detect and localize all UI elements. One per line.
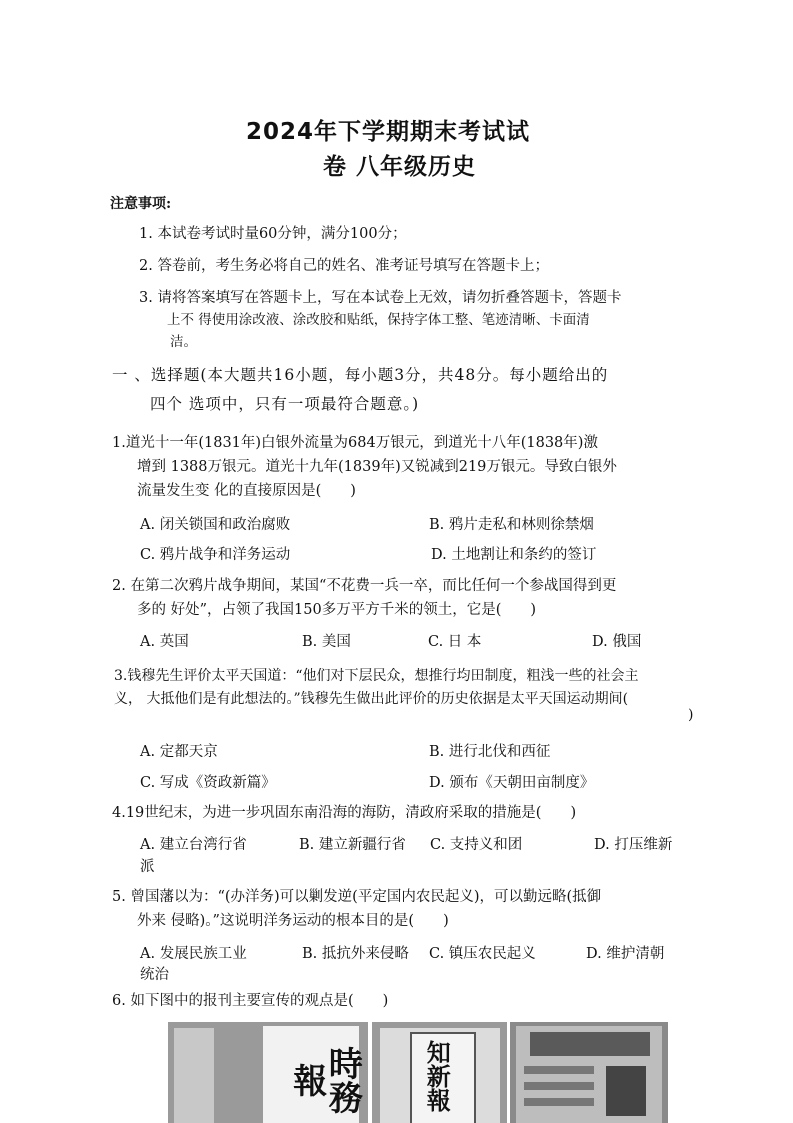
question-5-option-b: B. 抵抗外来侵略: [302, 946, 409, 962]
question-1-option-b: B. 鸦片走私和林则徐禁烟: [429, 517, 594, 533]
notice-item-3-cont2: 洁。: [170, 334, 197, 350]
question-3-line2: 义， 大抵他们是有此想法的。”钱穆先生做出此评价的历史依据是太平天国运动期间(: [114, 691, 629, 707]
question-2-option-a: A. 英国: [140, 634, 189, 650]
section-heading-line1: 一 、选择题(本大题共16小题，每小题3分，共48分。每小题给出的: [112, 366, 609, 384]
question-2-option-b: B. 美国: [302, 634, 351, 650]
question-5-option-a: A. 发展民族工业: [140, 946, 247, 962]
question-3-line1: 3.钱穆先生评价太平天国道：“他们对下层民众，想推行均田制度，粗浅一些的社会主: [114, 668, 639, 684]
notice-heading: 注意事项:: [110, 196, 172, 212]
question-4-option-d-cont: 派: [140, 859, 155, 875]
question-3-option-c: C. 写成《资政新篇》: [140, 775, 276, 791]
question-5-line1: 5. 曾国藩以为：“(办洋务)可以剿发逆(平定国内农民起义)，可以勤远略(抵御: [112, 889, 602, 905]
newspaper-masthead-shiwubao: 時務報: [286, 1045, 363, 1114]
question-4-option-a: A. 建立台湾行省: [140, 837, 247, 853]
notice-item-3: 3. 请将答案填写在答题卡上，写在本试卷上无效，请勿折叠答题卡，答题卡: [139, 290, 622, 306]
question-1-line2: 增到 1388万银元。道光十九年(1839年)又锐减到219万银元。导致白银外: [137, 459, 617, 475]
notice-item-2: 2. 答卷前，考生务必将自己的姓名、准考证号填写在答题卡上；: [139, 258, 549, 274]
newspaper-image-shiwubao: [168, 1022, 368, 1123]
question-2-option-c: C. 日 本: [428, 634, 482, 650]
question-5-line2: 外来 侵略)。”这说明洋务运动的根本目的是( ): [137, 913, 449, 929]
question-5-option-d-cont: 统治: [140, 967, 169, 983]
question-1-line1: 1.道光十一年(1831年)白银外流量为684万银元，到道光十八年(1838年)激: [112, 435, 598, 451]
question-1-option-d: D. 土地割让和条约的签订: [431, 547, 597, 563]
page-title-line2: 卷 八年级历史: [323, 154, 477, 180]
question-1-option-c: C. 鸦片战争和洋务运动: [140, 547, 291, 563]
section-heading-line2: 四个 选项中，只有一项最符合题意。): [150, 395, 420, 413]
notice-item-3-cont1: 上不 得使用涂改液、涂改胶和贴纸，保持字体工整、笔迹清晰、卡面清: [167, 312, 590, 328]
question-5-option-d: D. 维护清朝: [586, 946, 665, 962]
newspaper-masthead-zhixinbao: 知新報: [422, 1040, 452, 1112]
question-3-option-a: A. 定都天京: [140, 744, 218, 760]
question-4-line1: 4.19世纪末，为进一步巩固东南沿海的海防，清政府采取的措施是( ): [112, 805, 577, 821]
question-4-option-c: C. 支持义和团: [430, 837, 523, 853]
question-4-option-d: D. 打压维新: [594, 837, 673, 853]
question-2-line2: 多的 好处”，占领了我国150多万平方千米的领土，它是( ): [137, 602, 537, 618]
question-1-option-a: A. 闭关锁国和政治腐败: [140, 517, 291, 533]
question-2-line1: 2. 在第二次鸦片战争期间，某国“不花费一兵一卒，而比任何一个参战国得到更: [112, 578, 617, 594]
page-title-line1: 2024年下学期期末考试试: [246, 119, 531, 145]
question-4-option-b: B. 建立新疆行省: [299, 837, 406, 853]
question-3-option-d: D. 颁布《天朝田亩制度》: [429, 775, 595, 791]
question-3-line3: ): [688, 707, 694, 723]
question-2-option-d: D. 俄国: [592, 634, 642, 650]
notice-item-1: 1. 本试卷考试时量60分钟，满分100分；: [139, 226, 407, 242]
question-6-line1: 6. 如下图中的报刊主要宣传的观点是( ): [112, 993, 389, 1009]
newspaper-image-third: [510, 1022, 668, 1123]
question-5-option-c: C. 镇压农民起义: [429, 946, 536, 962]
question-3-option-b: B. 进行北伐和西征: [429, 744, 551, 760]
newspaper-image-zhixinbao: [372, 1022, 507, 1123]
question-1-line3: 流量发生变 化的直接原因是( ): [137, 483, 356, 499]
